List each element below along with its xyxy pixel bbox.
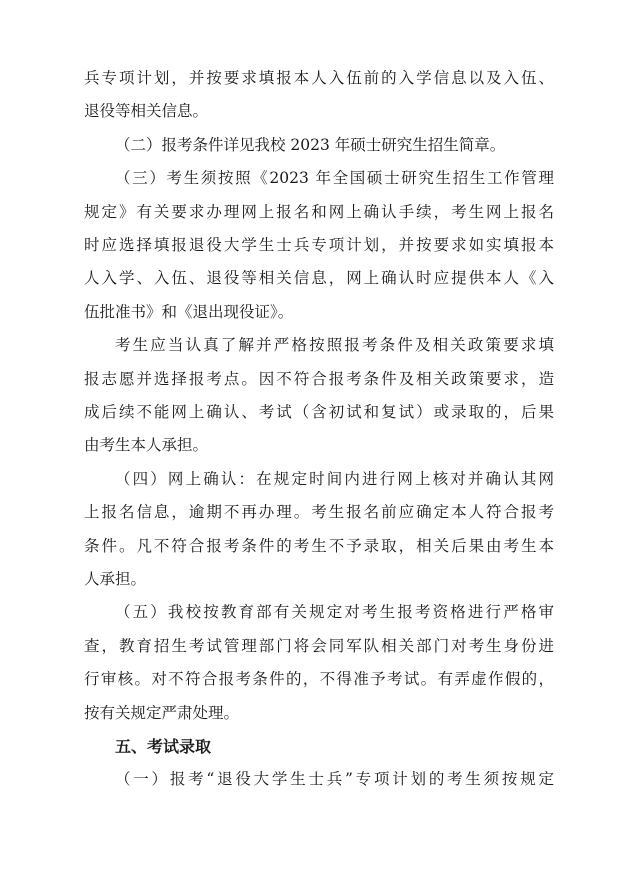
text-line: 兵专项计划，并按要求填报本人入伍前的入学信息以及入伍、 [84,69,554,87]
text-line: 上报名信息，逾期不再办理。考生报名前应确定本人符合报考 [84,503,554,522]
text-line: 人入学、入伍、退役等相关信息，网上确认时应提供本人《入 [84,269,554,288]
text-line: （一）报考“退役大学生士兵”专项计划的考生须按规定 [115,770,554,789]
text-line: （五）我校按教育部有关规定对考生报考资格进行严格审 [115,603,554,622]
text-line: 规定》有关要求办理网上报名和网上确认手续，考生网上报名 [84,202,554,221]
text-line: 伍批准书》和《退出现役证》。 [84,302,294,321]
text-line: 行审核。对不符合报考条件的，不得准予考试。有弄虚作假的， [84,670,554,689]
text-line: 条件。凡不符合报考条件的考生不予录取，相关后果由考生本 [84,536,554,555]
text-line: （三）考生须按照《2023 年全国硕士研究生招生工作管理 [115,169,554,188]
text-line: （四）网上确认：在规定时间内进行网上核对并确认其网 [115,469,554,488]
text-line: 由考生本人承担。 [84,436,209,455]
text-line: 按有关规定严肃处理。 [84,703,240,722]
text-line: 报志愿并选择报考点。因不符合报考条件及相关政策要求，造 [84,369,554,388]
section-heading: 五、考试录取 [115,737,212,756]
text-line: 人承担。 [84,570,147,588]
text-line: 成后续不能网上确认、考试（含初试和复试）或录取的，后果 [84,403,554,421]
text-line: 退役等相关信息。 [84,102,209,121]
text-line: 查，教育招生考试管理部门将会同军队相关部门对考生身份进 [84,636,554,655]
text-line: （二）报考条件详见我校 2023 年硕士研究生招生简章。 [115,135,506,154]
text-line: 时应选择填报退役大学生士兵专项计划，并按要求如实填报本 [84,236,554,254]
text-line: 考生应当认真了解并严格按照报考条件及相关政策要求填 [115,336,554,355]
